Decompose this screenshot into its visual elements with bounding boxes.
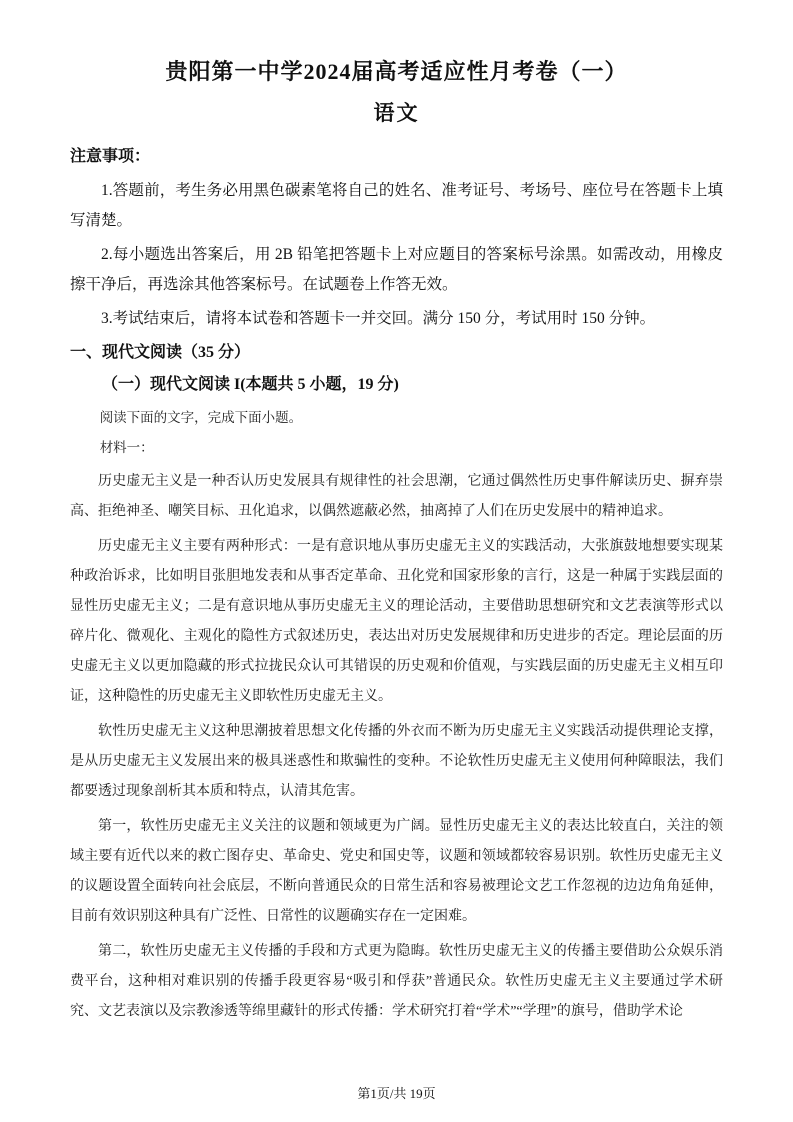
notice-item-3: 3.考试结束后，请将本试卷和答题卡一并交回。满分 150 分，考试用时 150 分钟。 bbox=[101, 310, 656, 327]
reading-instruction: 阅读下面的文字，完成下面小题。 bbox=[99, 410, 303, 425]
section-heading-modern-reading: 一、现代文阅读（35 分） bbox=[70, 344, 251, 361]
exam-subject: 语文 bbox=[373, 101, 420, 125]
material-paragraph-2: 历史虚无主义主要有两种形式：一是有意识地从事历史虚无主义的实践活动，大张旗鼓地想要实现某种政治诉求，比如明目张胆地发表和从事否定革命、丑化党和国家形象的言行，这是一种属于实践层面的显性历史虚无主义；二是有意识地从事历史虚无主义的理论活动，主要借助思想研究和文艺表演等形式以碎片化、微观化、主观化的隐性方式叙述历史，表达出对历史发展规律和历史进步的否定。理论层面的历史虚无主义以更加隐藏的形式拉拢民众认可其错误的历史观和价值观，与实践层面的历史虚无主义相互印证，这种隐性的历史虚无主义即软性历史虚无主义。 bbox=[70, 539, 723, 704]
material-paragraph-4: 第一，软性历史虚无主义关注的议题和领域更为广阔。显性历史虚无主义的表达比较直白，关注的领域主要有近代以来的救亡图存史、革命史、党史和国史等，议题和领域都较容易识别。软性历史虚无主义的议题设置全面转向社会底层，不断向普通民众的日常生活和容易被理论文艺工作忽视的边边角角延伸，目前有效识别这种具有广泛性、日常性的议题确实存在一定困难。 bbox=[70, 819, 723, 924]
reading-material bbox=[70, 404, 723, 1027]
exam-title: 贵阳第一中学2024届高考适应性月考卷（一） bbox=[165, 59, 628, 84]
notice-item-1: 1.答题前，考生务必用黑色碳素笔将自己的姓名、准考证号、考场号、座位号在答题卡上填写清楚。 bbox=[70, 182, 723, 229]
notice-item-2: 2.每小题选出答案后，用 2B 铅笔把答题卡上对应题目的答案标号涂黑。如需改动，用橡皮擦干净后，再选涂其他答案标号。在试题卷上作答无效。 bbox=[70, 246, 723, 293]
material-paragraph-5: 第二，软性历史虚无主义传播的手段和方式更为隐晦。软性历史虚无主义的传播主要借助公众娱乐消费平台，这种相对难识别的传播手段更容易“吸引和俘获”普通民众。软性历史虚无主义主要通过学术研究、文艺表演以及宗教渗透等绵里藏针的形式传播：学术研究打着“学术”“学理”的旗号，借助学术论 bbox=[70, 944, 723, 1019]
page-footer: 第1页/共 19页 bbox=[357, 1086, 436, 1101]
notice-heading: 注意事项： bbox=[70, 148, 151, 165]
material-one-label: 材料一： bbox=[99, 440, 154, 455]
notice-section bbox=[70, 142, 723, 334]
material-paragraph-3: 软性历史虚无主义这种思潮披着思想文化传播的外衣而不断为历史虚无主义实践活动提供理论支撑，是从历史虚无主义发展出来的极具迷惑性和欺骗性的变种。不论软性历史虚无主义使用何种障眼法，我们都要透过现象剖析其本质和特点，认清其危害。 bbox=[70, 724, 723, 799]
subsection-heading-reading-1: （一）现代文阅读 I(本题共 5 小题，19 分) bbox=[102, 376, 399, 393]
material-paragraph-1: 历史虚无主义是一种否认历史发展具有规律性的社会思潮，它通过偶然性历史事件解读历史、摒弃崇高、拒绝神圣、嘲笑目标、丑化追求，以偶然遮蔽必然，抽离掉了人们在历史发展中的精神追求。 bbox=[70, 474, 723, 519]
